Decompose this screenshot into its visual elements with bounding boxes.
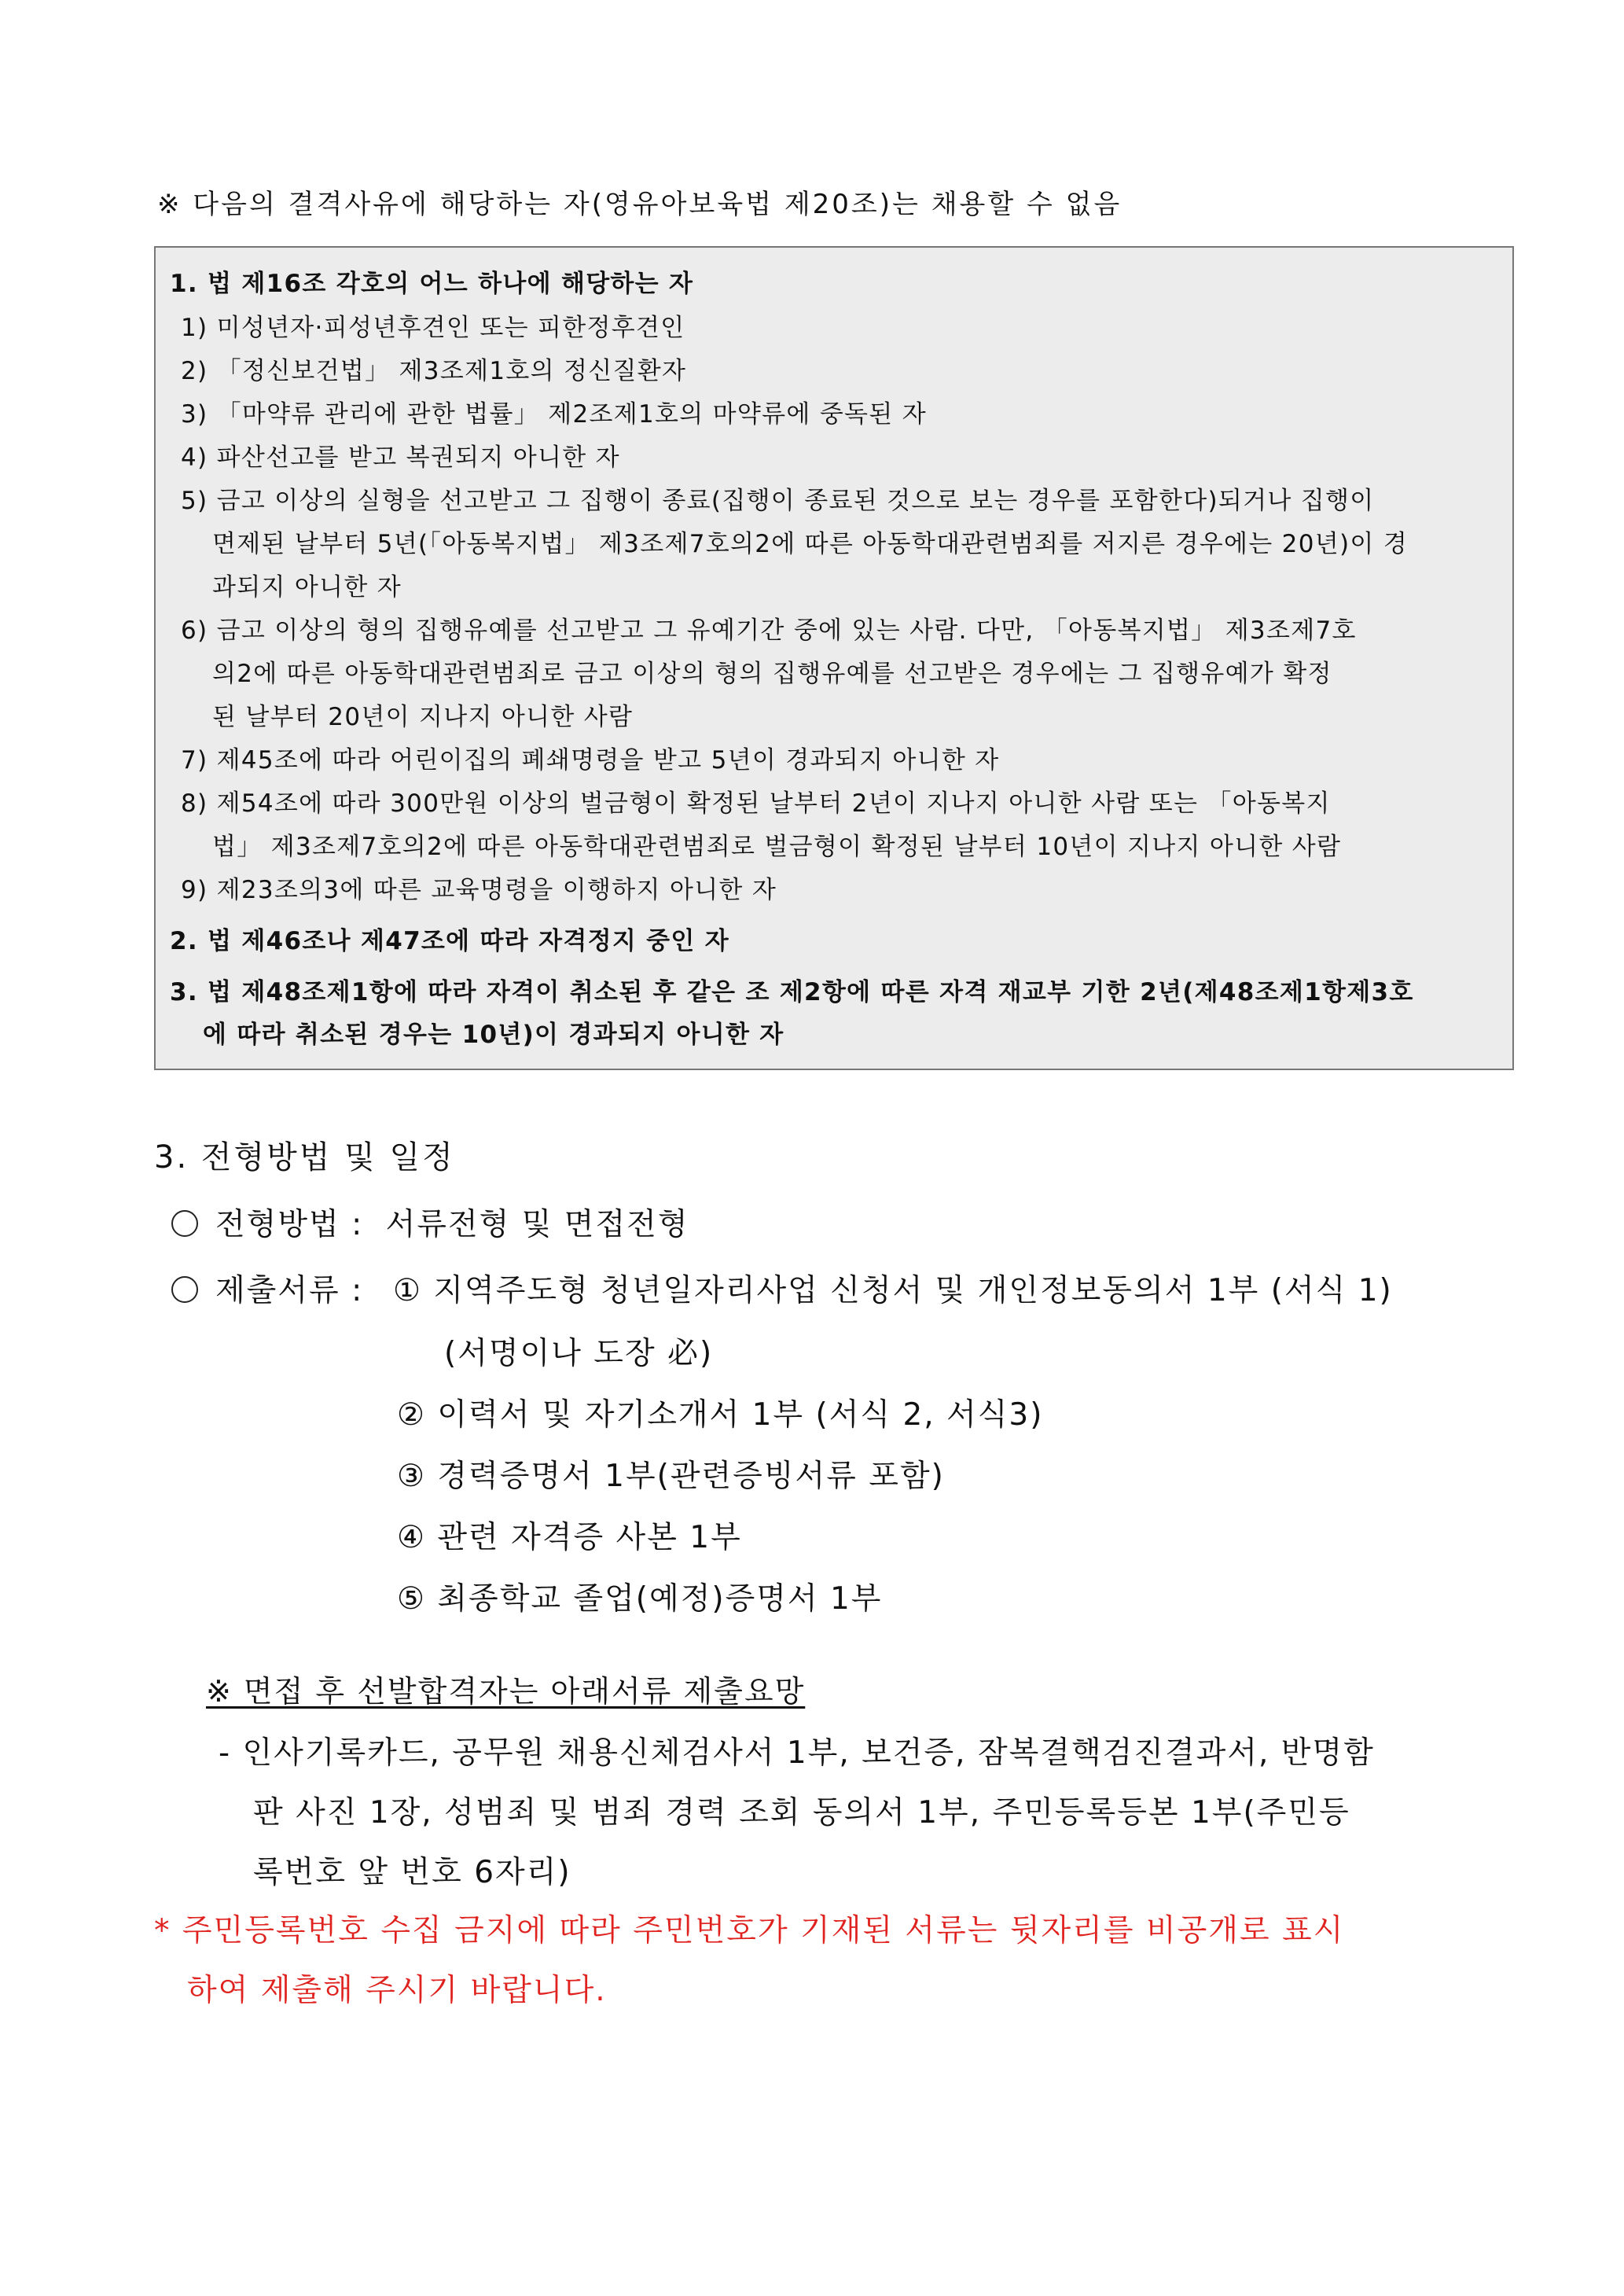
sub-item-1: 1) 미성년자·피성년후견인 또는 피한정후견인 (181, 314, 685, 342)
item-3-line1: 3. 법 제48조제1항에 따라 자격이 취소된 후 같은 조 제2항에 따른 자격 재교부 기한 2년(제48조제1항제3호 (170, 978, 1414, 1006)
sub-item-9: 9) 제23조의3에 따른 교육명령을 이행하지 아니한 자 (181, 876, 777, 904)
resident-number-warning-line2: 하여 제출해 주시기 바랍니다. (187, 1973, 607, 2008)
after-interview-title: ※ 면접 후 선발합격자는 아래서류 제출요망 (206, 1674, 806, 1709)
sub-item-5-line2: 면제된 날부터 5년(「아동복지법」 제3조제7호의2에 따른 아동학대관련범죄를 저지른 경우에는 20년)이 경 (212, 530, 1409, 558)
item-2: 2. 법 제46조나 제47조에 따라 자격정지 중인 자 (170, 927, 730, 955)
sub-item-6-line2: 의2에 따른 아동학대관련범죄로 금고 이상의 형의 집행유예를 선고받은 경우에는 그 집행유예가 확정 (212, 660, 1332, 688)
item-3-line2: 에 따라 취소된 경우는 10년)이 경과되지 아니한 자 (203, 1021, 784, 1049)
sub-item-6-line3: 된 날부터 20년이 지나지 아니한 사람 (212, 703, 634, 731)
after-interview-line3: 록번호 앞 번호 6자리) (253, 1855, 571, 1890)
sub-item-2: 2) 「정신보건법」 제3조제1호의 정신질환자 (181, 357, 687, 385)
doc-item-2: ② 이력서 및 자기소개서 1부 (서식 2, 서식3) (397, 1397, 1044, 1433)
circle-bullet-icon (171, 1276, 198, 1303)
doc-item-5: ⑤ 최종학교 졸업(예정)증명서 1부 (397, 1581, 883, 1617)
method-row (171, 1200, 689, 1244)
section-title: 3. 전형방법 및 일정 (154, 1139, 455, 1176)
sub-item-4: 4) 파산선고를 받고 복권되지 아니한 자 (181, 443, 620, 472)
after-interview-line1: - 인사기록카드, 공무원 채용신체검사서 1부, 보건증, 잠복결핵검진결과서, 반명함 (219, 1735, 1375, 1771)
sub-item-8-line1: 8) 제54조에 따라 300만원 이상의 벌금형이 확정된 날부터 2년이 지나지 아니한 사람 또는 「아동복지 (181, 789, 1331, 818)
doc-item-3: ③ 경력증명서 1부(관련증빙서류 포함) (397, 1459, 945, 1494)
disqualification-notice: ※ 다음의 결격사유에 해당하는 자(영유아보육법 제20조)는 채용할 수 없음 (157, 189, 1122, 220)
after-interview-line2: 판 사진 1장, 성범죄 및 범죄 경력 조회 동의서 1부, 주민등록등본 1부(주민등 (253, 1795, 1350, 1831)
sub-item-3: 3) 「마약류 관리에 관한 법률」 제2조제1호의 마약류에 중독된 자 (181, 400, 927, 429)
sub-item-8-line2: 법」 제3조제7호의2에 따른 아동학대관련범죄로 벌금형이 확정된 날부터 10년이 지나지 아니한 사람 (212, 833, 1342, 861)
doc-item-4: ④ 관련 자격증 사본 1부 (397, 1520, 742, 1555)
item-1: 1. 법 제16조 각호의 어느 하나에 해당하는 자 (170, 270, 694, 298)
resident-number-warning-line1: * 주민등록번호 수집 금지에 따라 주민번호가 기재된 서류는 뒷자리를 비공개로 표시 (154, 1913, 1345, 1948)
method-label: 전형방법 : (215, 1207, 364, 1242)
sub-item-7: 7) 제45조에 따라 어린이집의 폐쇄명령을 받고 5년이 경과되지 아니한 자 (181, 746, 1000, 775)
disqualification-box (154, 246, 1514, 1070)
sub-item-5-line1: 5) 금고 이상의 실형을 선고받고 그 집행이 종료(집행이 종료된 것으로 보는 경우를 포함한다)되거나 집행이 (181, 487, 1375, 515)
sub-item-6-line1: 6) 금고 이상의 형의 집행유예를 선고받고 그 유예기간 중에 있는 사람. 다만, 「아동복지법」 제3조제7호 (181, 616, 1357, 645)
doc-item-1: ① 지역주도형 청년일자리사업 신청서 및 개인정보동의서 1부 (서식 1) (393, 1273, 1393, 1308)
circle-bullet-icon (171, 1210, 198, 1237)
doc-item-1-note: (서명이나 도장 必) (444, 1336, 714, 1371)
docs-label: 제출서류 : (215, 1273, 364, 1308)
method-value: 서류전형 및 면접전형 (385, 1207, 689, 1242)
sub-item-5-line3: 과되지 아니한 자 (212, 573, 402, 602)
docs-row (171, 1266, 363, 1310)
